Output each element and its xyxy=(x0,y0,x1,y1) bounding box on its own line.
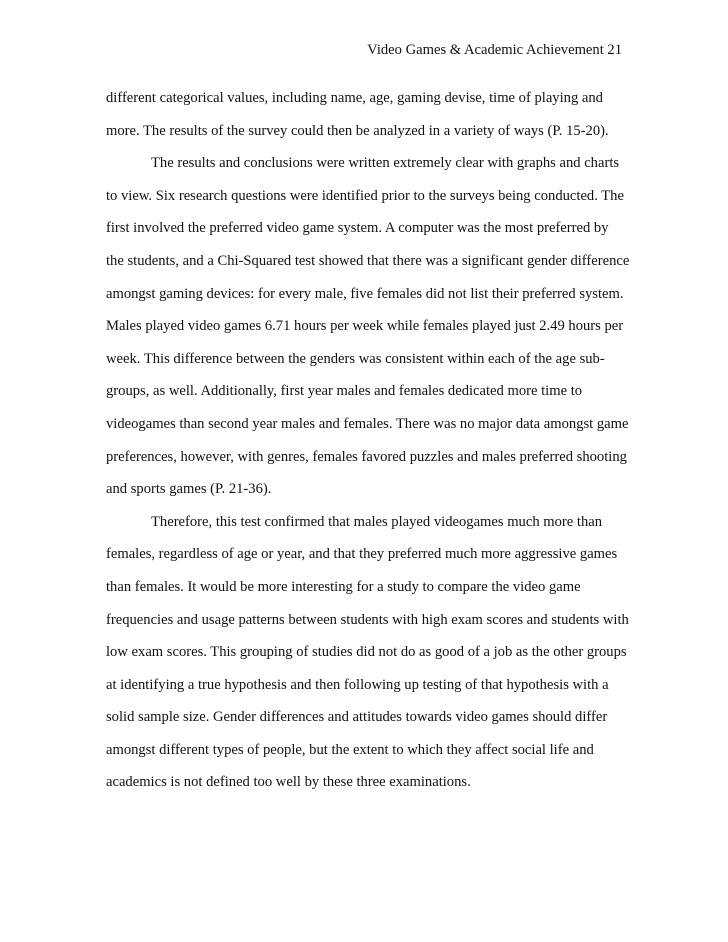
text-line: videogames than second year males and females. There was no major data amongst game xyxy=(106,415,629,432)
text-line: academics is not defined too well by these three examinations. xyxy=(106,774,471,791)
text-line: the students, and a Chi-Squared test showed that there was a significant gender difference xyxy=(106,252,630,269)
text-line: frequencies and usage patterns between students with high exam scores and students with xyxy=(106,611,629,628)
text-line: at identifying a true hypothesis and then following up testing of that hypothesis with a xyxy=(106,676,609,693)
text-line: than females. It would be more interesting for a study to compare the video game xyxy=(106,578,581,595)
text-line: amongst gaming devices: for every male, five females did not list their preferred system. xyxy=(106,285,624,302)
paragraph-first-line: Therefore, this test confirmed that males played videogames much more than xyxy=(151,513,603,530)
text-line: to view. Six research questions were identified prior to the surveys being conducted. The xyxy=(106,187,624,204)
text-line: amongst different types of people, but the extent to which they affect social life and xyxy=(106,741,594,758)
text-line: groups, as well. Additionally, first year males and females dedicated more time to xyxy=(106,383,583,400)
text-line: females, regardless of age or year, and that they preferred much more aggressive games xyxy=(106,546,618,563)
paragraph-first-line: The results and conclusions were written extremely clear with graphs and charts xyxy=(151,155,620,172)
text-line: and sports games (P. 21-36). xyxy=(106,481,272,498)
text-line: low exam scores. This grouping of studies did not do as good of a job as the other groups xyxy=(106,644,627,661)
text-line: more. The results of the survey could then be analyzed in a variety of ways (P. 15-20). xyxy=(106,122,609,139)
text-line: preferences, however, with genres, females favored puzzles and males preferred shooting xyxy=(106,448,627,465)
body-text xyxy=(106,82,630,799)
text-line: week. This difference between the genders was consistent within each of the age sub- xyxy=(106,350,605,367)
text-line: solid sample size. Gender differences and attitudes towards video games should differ xyxy=(106,709,608,726)
text-line: different categorical values, including name, age, gaming devise, time of playing and xyxy=(106,90,603,106)
text-line: first involved the preferred video game system. A computer was the most preferred by xyxy=(106,220,609,237)
running-head: Video Games & Academic Achievement 21 xyxy=(367,42,622,58)
text-line: Males played video games 6.71 hours per week while females played just 2.49 hours per xyxy=(106,318,624,335)
